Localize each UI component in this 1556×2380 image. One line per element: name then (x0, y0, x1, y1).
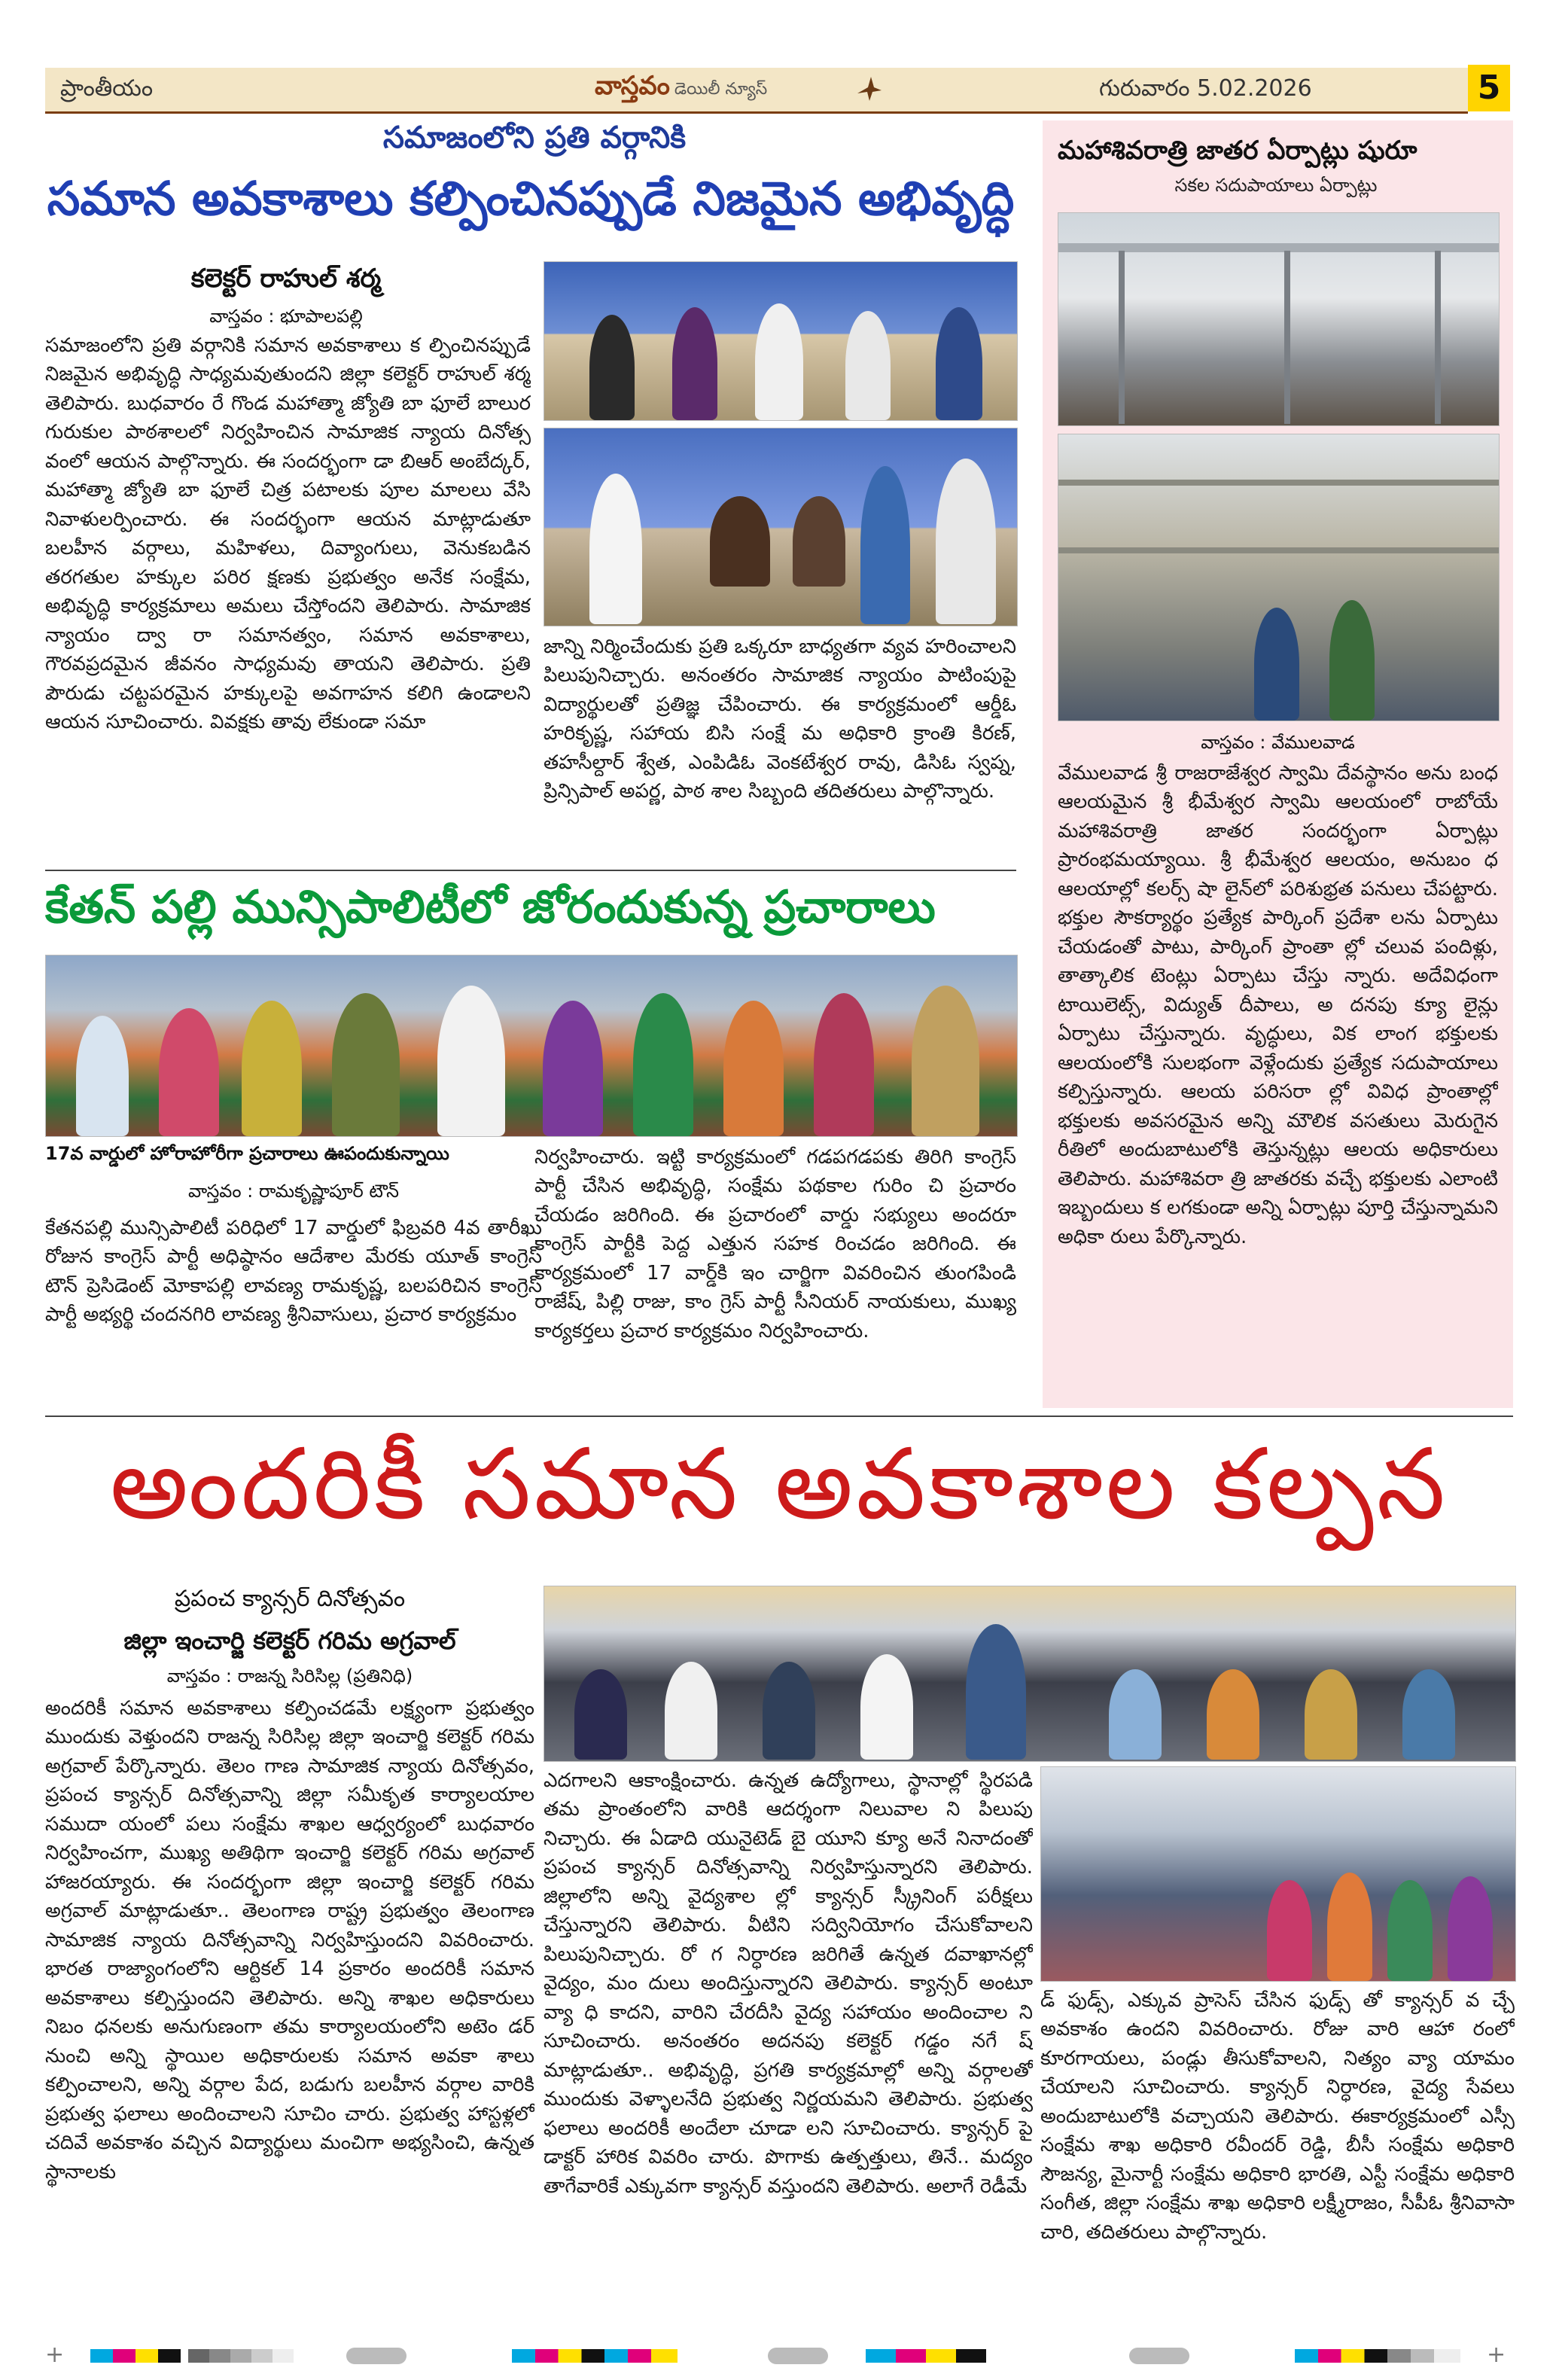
sidebar-subhead: సకల సదుపాయాలు ఏర్పాట్లు (1174, 175, 1378, 196)
section-label: ప్రాంతీయం (60, 75, 154, 102)
issue-date: గురువారం 5.02.2026 (1099, 75, 1312, 102)
story3-dateline: వాస్తవం : రాజన్న సిరిసిల్ల (ప్రతినిధి) (166, 1665, 413, 1687)
story2-body-col2: నిర్వహించారు. ఇట్టి కార్యక్రమంలో గడపగడపకు తిరిగి కాంగ్రెస్ పార్టీ చేసిన అభివృద్ధి, సంక్షేమ పథకాల గురిం చి ప్రచారం చేయడం జరిగింది. ఈ ప్రచారంలో వార్డు సభ్యులు అందరూ కాంగ్రెస్ పార్టీకి పెద్ద ఎత్తున సహక రించడం జరిగింది. ఈ కార్యక్రమంలో 17 వార్డ్‌కి ఇం చార్జిగా వివరించిన తుంగపిండి రాజేష్, పిల్లి రాజు, కాం గ్రెస్ పార్టీ సీనియర్ నాయకులు, ముఖ్య కార్యకర్తలు ప్రచార కార్యక్రమం నిర్వహించారు. (534, 1146, 1016, 1342)
story3-body-col2: ఎదగాలని ఆకాంక్షించారు. ఉన్నత ఉద్యోగాలు, స్థానాల్లో స్థిరపడి తమ ప్రాంతంలోని వారికి ఆదర్శంగా నిలువాల ని పిలుపు నిచ్చారు. ఈ ఏడాది యునైటెడ్ బై యూని క్యూ అనే నినాదంతో ప్రపంచ క్యాన్సర్ దినోత్సవాన్ని నిర్వహిస్తున్నారని తెలిపారు. జిల్లాలోని అన్ని వైద్యశాల ల్లో క్యాన్సర్ స్క్రీనింగ్ పరీక్షలు చేస్తున్నారని తెలిపారు. వీటిని సద్వినియోగం చేసుకోవాలని పిలుపునిచ్చారు. రో గ నిర్ధారణ జరిగితే ఉన్నత దవాఖానల్లో వైద్యం, మం దులు అందిస్తున్నారని తెలిపారు. క్యాన్సర్ అంటూ వ్యా ధి కాదని, వారిని చేరదీసి వైద్య సహాయం అందించాల ని సూచించారు. అనంతరం అదనపు కలెక్టర్ గడ్డం నగే ష్ మాట్లాడుతూ.. అభివృద్ధి, ప్రగతి కార్యక్రమాల్లో అన్ని వర్గాలతో ముందుకు వెళ్ళాలనేది ప్రభుత్వ నిర్ణయమని తెలిపారు. ప్రభుత్వ ఫలాలు అందరికీ అందేలా చూడా లని సూచించారు. క్యాన్సర్ పై డాక్టర్ హారిక వివరిం చారు. పొగాకు ఉత్పత్తులు, తినే.. మద్యం తాగేవారికే ఎక్కువగా క్యాన్సర్ వస్తుందని తెలిపారు. అలాగే రెడీమే (544, 1769, 1033, 2198)
sidebar-photo-bottom (1058, 434, 1500, 721)
page-header (45, 68, 1501, 114)
story3-body-col3: డ్ ఫుడ్స్, ఎక్కువ ప్రాసెస్ చేసిన ఫుడ్స్ తో క్యాన్సర్ వ చ్చే అవకాశం ఉందని వివరించారు. రోజు వారి ఆహా రంలో కూరగాయలు, పండ్లు తీసుకోవాలని, నిత్యం వ్యా యామం చేయాలని సూచించారు. క్యాన్సర్ నిర్ధారణ, వైద్య సేవలు అందుబాటులోకి వచ్చాయని తెలిపారు. ఈకార్యక్రమంలో ఎస్సీ సంక్షేమ శాఖ అధికారి రవీందర్ రెడ్డి, బీసీ సంక్షేమ అధికారి సౌజన్య, మైనార్టీ సంక్షేమ అధికారి భారతి, ఎస్టీ సంక్షేమ అధికారి సంగీత, జిల్లా సంక్షేమ శాఖ అధికారి లక్ష్మీరాజం, సీపీఓ శ్రీనివాసా చారి, తదితరులు పాల్గొన్నారు. (1040, 1989, 1515, 2244)
story3-byline: జిల్లా ఇంచార్జి కలెక్టర్ గరిమ అగ్రవాల్ (123, 1626, 456, 1655)
color-bar (512, 2349, 678, 2363)
story3-headline: అందరికీ సమాన అవకాశాల కల్పన (110, 1427, 1448, 1541)
registration-pill (768, 2348, 828, 2364)
page-number-badge: 5 (1468, 65, 1510, 111)
story1-dateline: వాస్తవం : భూపాలపల్లి (209, 306, 363, 327)
divider (45, 870, 1016, 871)
masthead (595, 71, 767, 107)
story1-photo-bottom (544, 428, 1018, 626)
story1-headline: సమాన అవకాశాలు కల్పించినప్పుడే నిజమైన అభివృద్ధి (47, 171, 1015, 226)
registration-pill (1129, 2348, 1189, 2364)
story1-body-col1: సమాజంలోని ప్రతి వర్గానికి సమాన అవకాశాలు క ల్పించినప్పుడే నిజమైన అభివృద్ధి సాధ్యమవుతుందని జిల్లా కలెక్టర్ రాహుల్ శర్మ తెలిపారు. బుధవారం రే గొండ మహాత్మా జ్యోతి బా ఫూలే బాలుర గురుకుల పాఠశాలలో నిర్వహించిన సామాజిక న్యాయ దినోత్స వంలో ఆయన పాల్గొన్నారు. ఈ సందర్భంగా డా బిఆర్ అంబేద్కర్, మహాత్మా జ్యోతి బా ఫూలే చిత్ర పటాలకు పూల మాలలు వేసి నివాళులర్పించారు. ఈ సందర్భంగా ఆయన మాట్లాడుతూ బలహీన వర్గాలు, మహిళలు, దివ్యాంగులు, వెనుకబడిన తరగతుల హక్కుల పరిర క్షణకు ప్రభుత్వం అనేక సంక్షేమ, అభివృద్ధి కార్యక్రమాలు అమలు చేస్తోందని తెలిపారు. సామాజిక న్యాయం ద్వా రా సమానత్వం, సమాన అవకాశాలు, గౌరవప్రదమైన జీవనం సాధ్యమవు తాయని తెలిపారు. ప్రతి పౌరుడు చట్టపరమైన హక్కులపై అవగాహన కలిగి ఉండాలని ఆయన సూచించారు. వివక్షకు తావు లేకుండా సమా (45, 334, 531, 734)
divider (45, 1416, 1513, 1417)
masthead-subtitle: డెయిలీ న్యూస్ (674, 80, 768, 99)
color-bar (1295, 2349, 1460, 2363)
sidebar-headline: మహాశివరాత్రి జాతర ఏర్పాట్లు షురూ (1058, 136, 1417, 166)
story2-photo (45, 955, 1018, 1137)
masthead-title: వాస్తవం (595, 71, 670, 101)
story2-dateline: వాస్తవం : రామకృష్ణాపూర్ టౌన్ (188, 1181, 399, 1202)
sidebar-box (1043, 120, 1513, 1408)
story2-headline: కేతన్ పల్లి మున్సిపాలిటీలో జోరందుకున్న ప్రచారాలు (45, 881, 936, 934)
registration-pill (346, 2348, 407, 2364)
story1-kicker: సమాజంలోని ప్రతి వర్గానికి (382, 120, 687, 155)
sidebar-dateline: వాస్తవం : వేములవాడ (1201, 732, 1355, 753)
bird-logo-icon (854, 74, 885, 104)
registration-mark-icon: + (45, 2342, 65, 2368)
story1-photo-top (544, 261, 1018, 421)
story2-body-col1: కేతనపల్లి మున్సిపాలిటీ పరిధిలో 17 వార్డులో ఫిబ్రవరి 4వ తారీఖు రోజున కాంగ్రెస్ పార్టీ అధిష్ఠానం ఆదేశాల మేరకు యూత్ కాంగ్రెస్ టౌన్ ప్రెసిడెంట్ మోకాపల్లి లావణ్య రామకృష్ణ, బలపరిచిన కాంగ్రెస్ పార్టీ అభ్యర్థి చందనగిరి లావణ్య శ్రీనివాసులు, ప్రచార కార్యక్రమం (45, 1217, 542, 1327)
story1-body-col2: జాన్ని నిర్మించేందుకు ప్రతి ఒక్కరూ బాధ్యతగా వ్యవ హరించాలని పిలుపునిచ్చారు. అనంతరం సామాజిక న్యాయం పాటింపుపై విద్యార్థులతో ప్రతిజ్ఞ చేపించారు. ఈ కార్యక్రమంలో ఆర్డీఓ హరికృష్ణ, సహాయ బిసి సంక్షే మ అధికారి క్రాంతి కిరణ్, తహసీల్దార్ శ్వేత, ఎంపిడిఓ వెంకటేశ్వర రావు, డిసిఓ స్వప్న, ప్రిన్సిపాల్ అపర్ణ, పాఠ శాల సిబ్బంది తదితరులు పాల్గొన్నారు. (544, 635, 1016, 803)
story2-photo-caption: 17వ వార్డులో హోరాహోరీగా ప్రచారాలు ఊపందుకున్నాయి (45, 1143, 449, 1164)
sidebar-body: వేములవాడ శ్రీ రాజరాజేశ్వర స్వామి దేవస్థానం అను బంధ ఆలయమైన శ్రీ భీమేశ్వర స్వామి ఆలయంలో రాబోయే మహాశివరాత్రి జాతర సందర్భంగా ఏర్పాట్లు ప్రారంభమయ్యాయి. శ్రీ భీమేశ్వర ఆలయం, అనుబం ధ ఆలయాల్లో కలర్స్ షా లైన్‌లో పరిశుభ్రత పనులు చేపట్టారు. భక్తుల సౌకర్యార్థం ప్రత్యేక పార్కింగ్ ప్రదేశా లను ఏర్పాటు చేయడంతో పాటు, పార్కింగ్ ప్రాంతా ల్లో చలువ పందిళ్లు, తాత్కాలిక టెంట్లు ఏర్పాటు చేస్తు న్నారు. అదేవిధంగా టాయిలెట్స్, విద్యుత్ దీపాలు, అ దనపు క్యూ లైన్లు ఏర్పాటు చేస్తున్నారు. వృద్ధులు, విక లాంగ భక్తులకు ఆలయంలోకి సులభంగా వెళ్లేందుకు ప్రత్యేక సదుపాయాలు కల్పిస్తున్నారు. ఆలయ పరిసరా ల్లో వివిధ ప్రాంతాల్లో భక్తులకు అవసరమైన అన్ని మౌలిక వసతులు మెరుగైన రీతిలో అందుబాటులోకి తెస్తున్నట్లు ఆలయ అధికారులు తెలిపారు. మహాశివరా త్రి జాతరకు వచ్చే భక్తులకు ఎలాంటి ఇబ్బందులు క లగకుండా అన్ని ఏర్పాట్లు పూర్తి చేస్తున్నామని అధికా రులు పేర్కొన్నారు. (1058, 762, 1498, 1248)
story3-body-col1: అందరికీ సమాన అవకాశాలు కల్పించడమే లక్ష్యంగా ప్రభుత్వం ముందుకు వెళ్తుందని రాజన్న సిరిసిల్ల జిల్లా ఇంచార్జి కలెక్టర్ గరిమ అగ్రవాల్ పేర్కొన్నారు. తెలం గాణ సామాజిక న్యాయ దినోత్సవం, ప్రపంచ క్యాన్సర్ దినోత్సవాన్ని జిల్లా సమీకృత కార్యాలయాల సముదా యంలో పలు సంక్షేమ శాఖల ఆధ్వర్యంలో బుధవారం నిర్వహించగా, ముఖ్య అతిథిగా ఇంచార్జి కలెక్టర్ గరిమ అగ్రవాల్ హాజరయ్యారు. ఈ సందర్భంగా జిల్లా ఇంచార్జి కలెక్టర్ గరిమ అగ్రవాల్ మాట్లాడుతూ.. తెలంగాణ రాష్ట్ర ప్రభుత్వం తెలంగాణ సామాజిక న్యాయ దినోత్సవాన్ని నిర్వహిస్తుందని వివరించారు. భారత రాజ్యాంగంలోని ఆర్టికల్ 14 ప్రకారం అందరికీ సమాన అవకాశాలు కల్పిస్తుందని తెలిపారు. అన్ని శాఖల అధికారులు నిబం ధనలకు అనుగుణంగా తమ కార్యాలయంలోని అటెం డర్ నుంచి అన్ని స్థాయిల అధికారులకు సమాన అవకా శాలు కల్పించాలని, అన్ని వర్గాల పేద, బడుగు బలహీన వర్గాల వారికి ప్రభుత్వ ఫలాలు అందించాలని సూచిం చారు. ప్రభుత్వ హాస్టళ్లలో చదివే అవకాశం వచ్చిన విద్యార్థులు మంచిగా అభ్యసించి, ఉన్నత స్థానాలకు (45, 1697, 534, 2183)
gray-bar (188, 2349, 294, 2363)
color-bar (866, 2349, 986, 2363)
sidebar-photo-top (1058, 212, 1500, 426)
story3-photo-bottom (1040, 1766, 1516, 1982)
registration-mark-icon: + (1487, 2342, 1506, 2368)
story3-photo-top (544, 1586, 1516, 1762)
story1-byline: కలెక్టర్ రాహుల్ శర్మ (190, 264, 382, 294)
color-bar (90, 2349, 181, 2363)
story3-kicker: ప్రపంచ క్యాన్సర్ దినోత్సవం (174, 1586, 406, 1612)
